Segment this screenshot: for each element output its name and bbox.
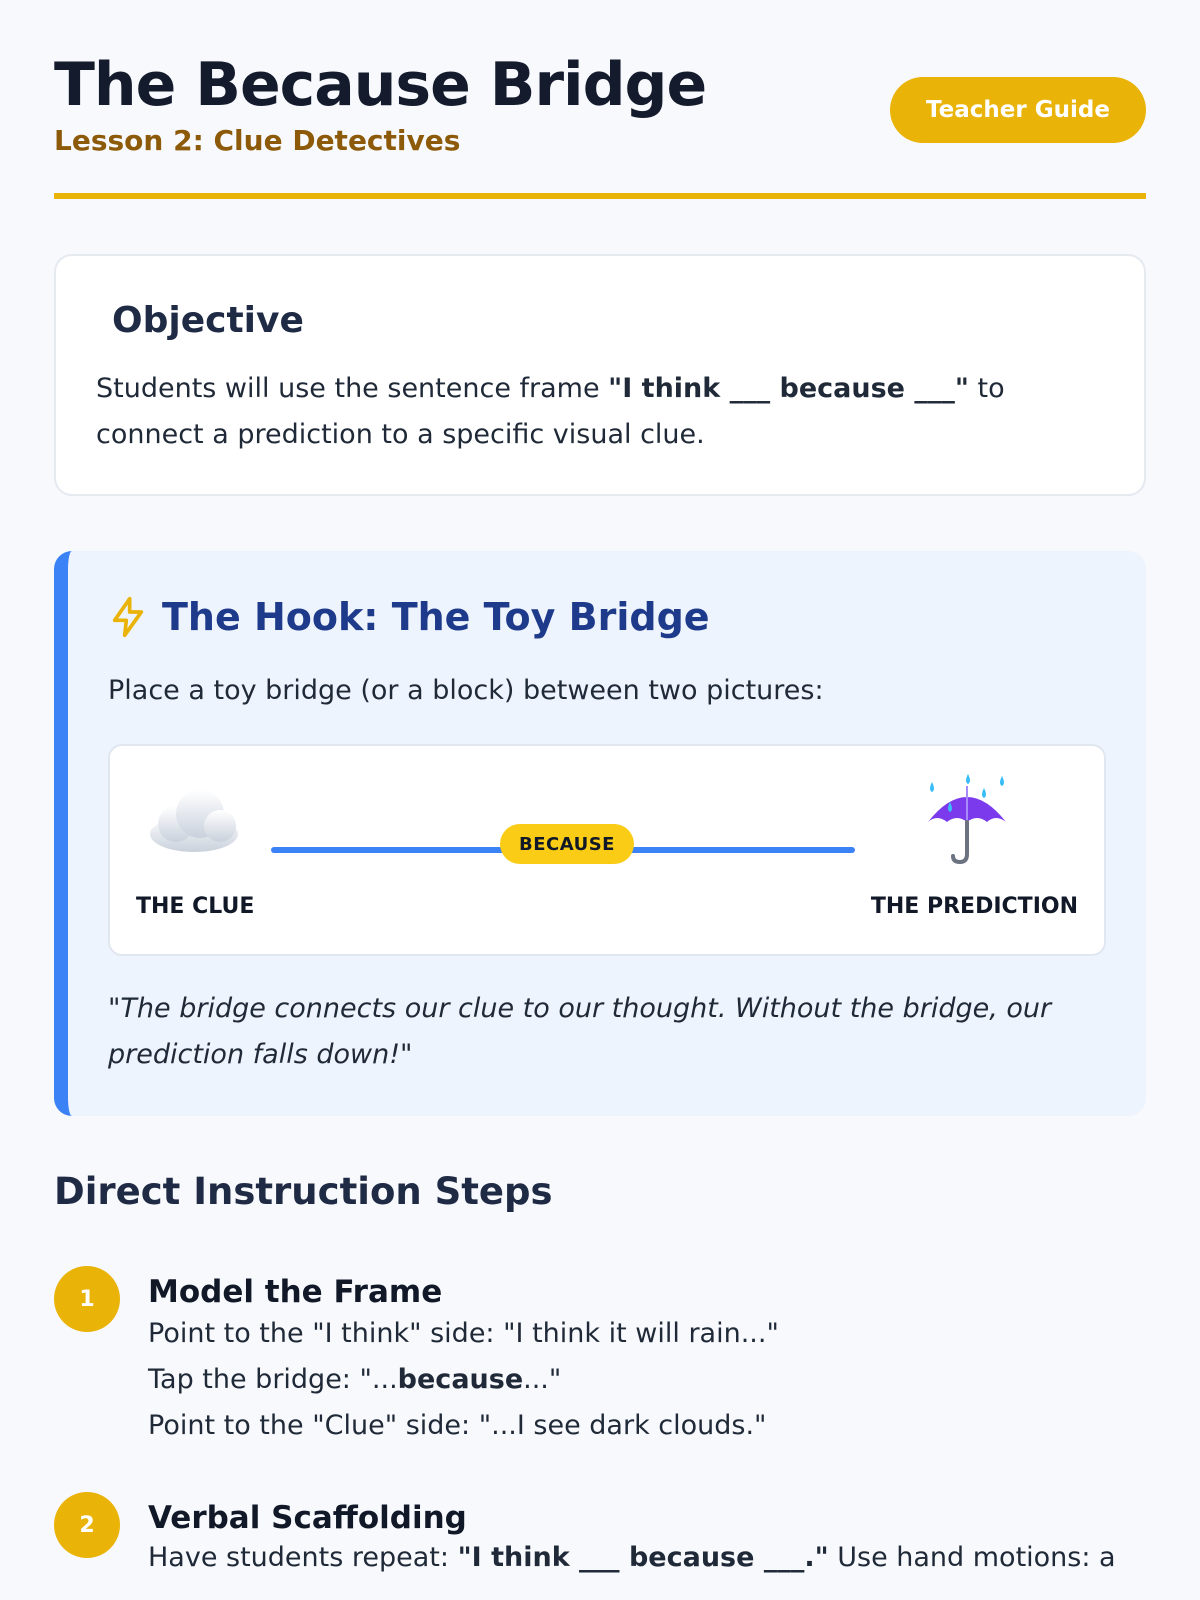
clue-label: THE CLUE (136, 894, 255, 919)
step-line-bold: "I think ___ because ___." (457, 1542, 829, 1573)
hook-title: The Hook: The Toy Bridge (162, 595, 710, 639)
teacher-guide-button[interactable]: Teacher Guide (890, 77, 1146, 143)
prediction-label: THE PREDICTION (870, 894, 1078, 919)
header-divider (54, 193, 1146, 199)
step-line-end: ..." (523, 1364, 562, 1395)
hook-card (54, 551, 1146, 1116)
objective-card (54, 254, 1146, 496)
objective-title: Objective (112, 300, 304, 341)
page-title: The Because Bridge (54, 50, 707, 120)
lesson-subtitle: Lesson 2: Clue Detectives (54, 124, 461, 157)
hook-intro: Place a toy bridge (or a block) between two pictures: (108, 675, 824, 706)
step-line-start: Have students repeat: (148, 1542, 458, 1573)
because-bridge-badge: BECAUSE (500, 824, 634, 864)
step-title: Verbal Scaffolding (148, 1500, 467, 1536)
objective-sentence-frame: "I think ___ because ___" (608, 373, 969, 404)
hook-title-row (108, 595, 710, 639)
step-line-bold: because (397, 1364, 524, 1395)
step-line (148, 1364, 561, 1395)
step-line (148, 1542, 1116, 1573)
lightning-bolt-icon (108, 595, 148, 639)
step-line: Point to the "Clue" side: "...I see dark clouds." (148, 1410, 767, 1441)
step-number-badge: 1 (54, 1266, 120, 1332)
bridge-diagram (108, 744, 1106, 956)
step-title: Model the Frame (148, 1274, 443, 1310)
page (0, 0, 1200, 200)
objective-text-end: to connect a prediction to a specific visual clue. (96, 373, 1005, 450)
step-line: Point to the "I think" side: "I think it will rain..." (148, 1318, 779, 1349)
objective-text-start: Students will use the sentence frame (96, 373, 609, 404)
umbrella-rain-icon (920, 772, 1014, 868)
steps-heading: Direct Instruction Steps (54, 1170, 553, 1213)
page-header (54, 0, 1146, 200)
step-line-end: Use hand motions: a (828, 1542, 1116, 1573)
step-line-start: Tap the bridge: "... (148, 1364, 398, 1395)
hook-quote: "The bridge connects our clue to our thought. Without the bridge, our prediction falls down!" (108, 993, 1052, 1070)
cloud-icon (146, 786, 242, 854)
objective-text (96, 366, 1104, 458)
step-number-badge: 2 (54, 1492, 120, 1558)
